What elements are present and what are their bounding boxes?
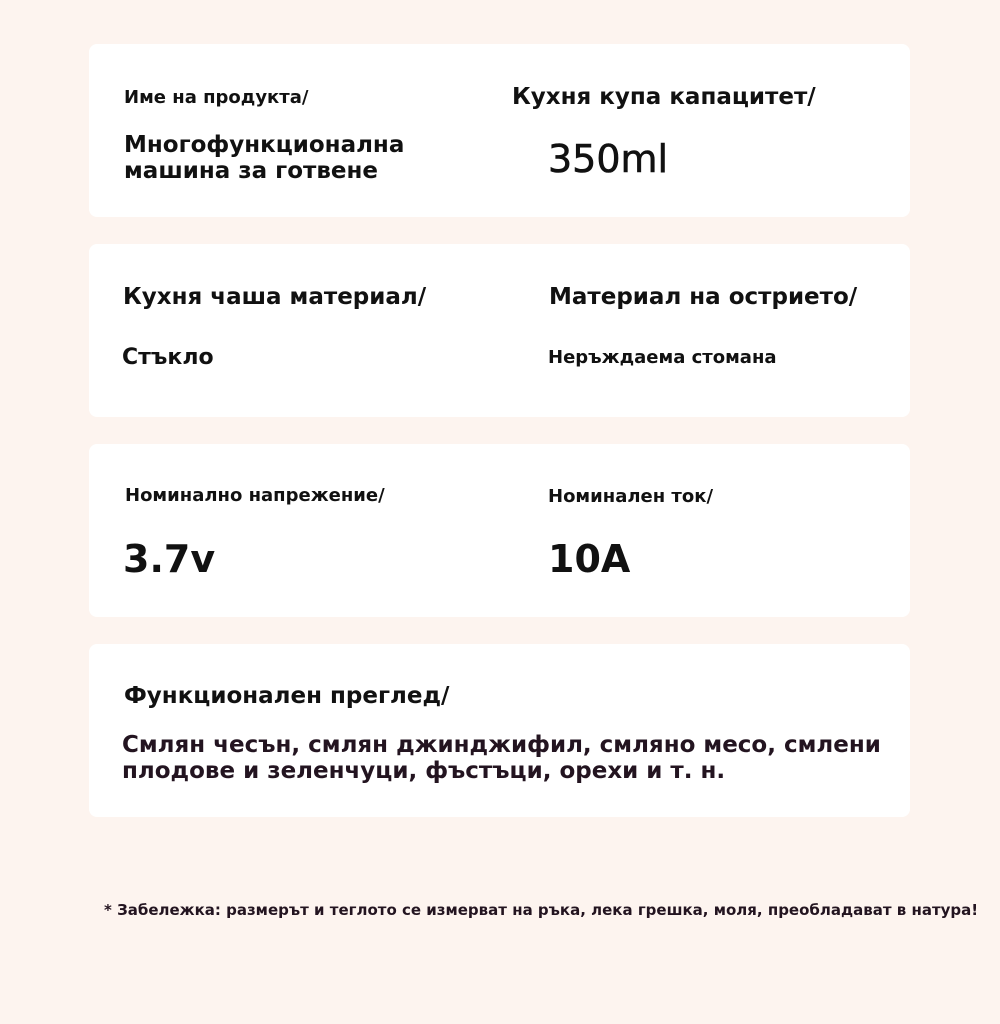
rated-voltage-label: Номинално напрежение/ <box>125 485 385 506</box>
product-name-value: Многофункционална машина за готвене <box>124 132 405 184</box>
spec-card-product <box>89 44 910 217</box>
cup-material-label: Кухня чаша материал/ <box>123 284 427 310</box>
functions-value: Смлян чесън, смлян джинджифил, смляно месо, смлени плодове и зеленчуци, фъстъци, орехи и т. н. <box>122 732 881 784</box>
rated-current-label: Номинален ток/ <box>548 486 714 507</box>
rated-voltage-value: 3.7v <box>123 537 216 581</box>
spec-card-functions <box>89 644 910 817</box>
rated-current-value: 10A <box>548 537 631 581</box>
blade-material-value: Неръждаема стомана <box>548 347 777 368</box>
product-name-label: Име на продукта/ <box>124 87 309 108</box>
cup-material-value: Стъкло <box>122 345 214 370</box>
blade-material-label: Материал на острието/ <box>549 284 858 310</box>
spec-card-material <box>89 244 910 417</box>
bowl-capacity-label: Кухня купа капацитет/ <box>512 84 816 110</box>
spec-card-electrical <box>89 444 910 617</box>
bowl-capacity-value: 350ml <box>548 137 669 181</box>
footnote: * Забележка: размерът и теглото се измерват на ръка, лека грешка, моля, преобладават в натура! <box>104 901 979 919</box>
functions-label: Функционален преглед/ <box>124 683 450 709</box>
